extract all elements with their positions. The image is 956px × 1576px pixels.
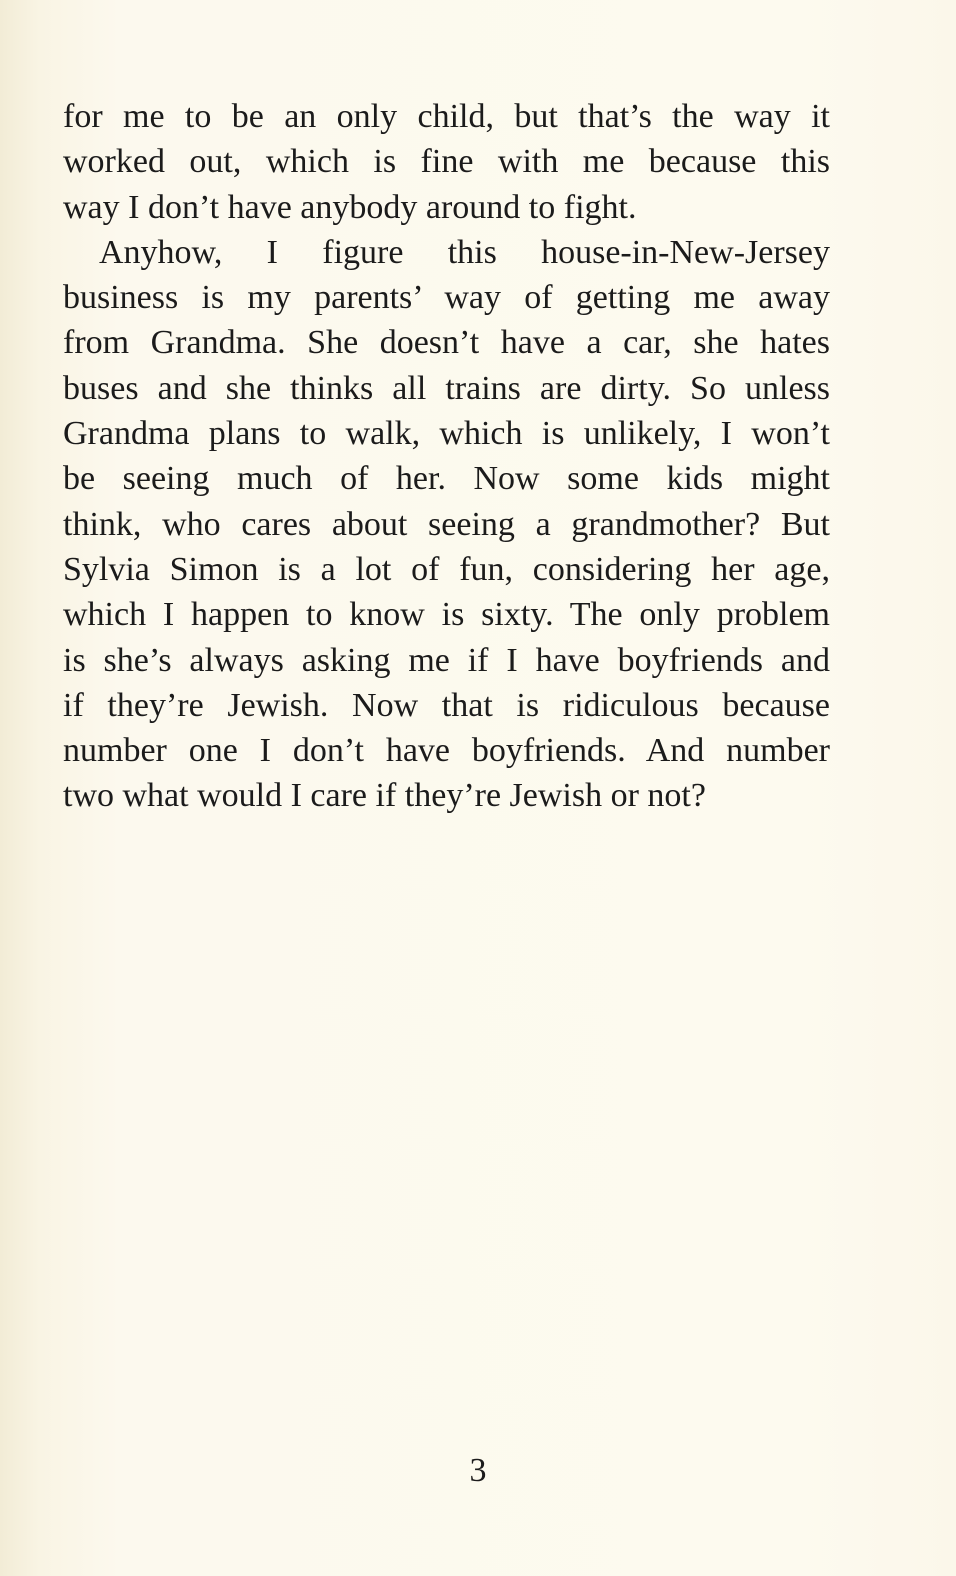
paragraph-first-line: Anyhow, I figure this house-in-New-Jersey xyxy=(99,233,830,271)
text-line: number one I don’t have boyfriends. And number xyxy=(63,732,830,770)
text-line: if they’re Jewish. Now that is ridiculous because xyxy=(63,686,830,724)
body-text xyxy=(63,94,830,819)
page-number: 3 xyxy=(469,1452,487,1489)
text-line: from Grandma. She doesn’t have a car, she hates xyxy=(63,324,830,362)
text-line: which I happen to know is sixty. The only problem xyxy=(63,596,830,634)
text-line: is she’s always asking me if I have boyfriends and xyxy=(63,641,830,679)
text-line: worked out, which is fine with me because this xyxy=(63,143,830,181)
text-line: Grandma plans to walk, which is unlikely, I won’t xyxy=(63,415,830,453)
text-line: business is my parents’ way of getting me away xyxy=(63,279,830,317)
text-line: way I don’t have anybody around to fight. xyxy=(63,188,637,226)
text-line: think, who cares about seeing a grandmother? But xyxy=(63,505,830,543)
text-line: two what would I care if they’re Jewish or not? xyxy=(63,777,706,815)
text-line: for me to be an only child, but that’s the way it xyxy=(63,98,830,135)
text-line: buses and she thinks all trains are dirty. So unless xyxy=(63,369,830,407)
text-line: be seeing much of her. Now some kids might xyxy=(63,460,830,498)
text-line: Sylvia Simon is a lot of fun, considering her age, xyxy=(63,550,830,588)
